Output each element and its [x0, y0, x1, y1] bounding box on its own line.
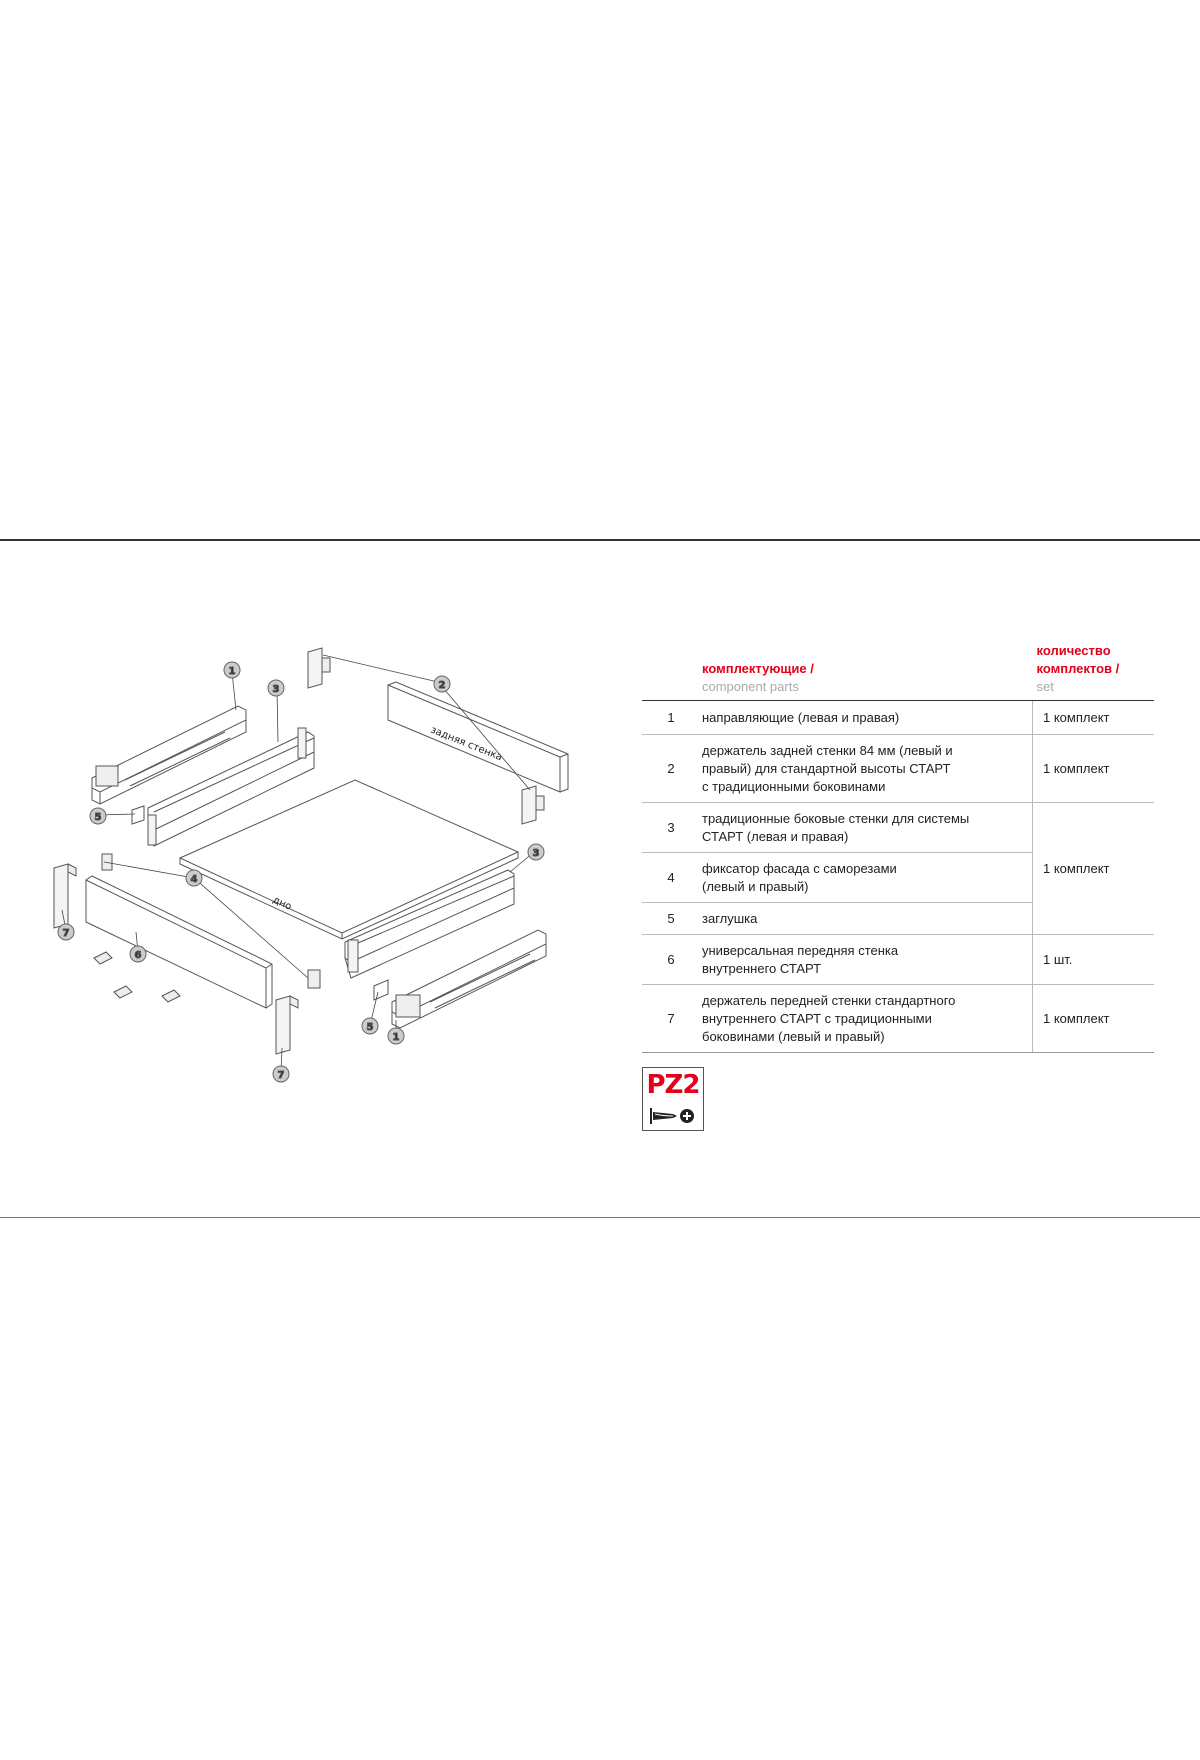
- svg-text:6: 6: [134, 950, 142, 961]
- callout-4: [186, 870, 202, 886]
- row-desc-line: (левый и правый): [702, 878, 809, 894]
- row-qty: 1 комплект: [1033, 985, 1155, 1053]
- row-desc-line: с традиционными боковинами: [702, 778, 886, 794]
- svg-text:2: 2: [438, 680, 446, 691]
- callout-1-bottom: [388, 1028, 404, 1044]
- row-desc-line: правый) для стандартной высоты СТАРТ: [702, 760, 951, 776]
- row-desc-line: боковинами (левый и правый): [702, 1028, 885, 1044]
- row-qty: 1 комплект: [1033, 701, 1155, 735]
- bottom-panel: [180, 780, 518, 939]
- screwdriver-phillips-icon: [643, 1104, 703, 1128]
- svg-text:3: 3: [272, 684, 280, 695]
- callout-1-top: [224, 662, 240, 678]
- callout-5-right: [362, 1018, 378, 1034]
- svg-text:5: 5: [94, 812, 102, 823]
- header-qty-ru-1: количество: [1036, 643, 1111, 658]
- top-rule: [0, 539, 1200, 541]
- table-row: [642, 985, 1154, 1053]
- header-parts-ru: комплектующие /: [702, 661, 814, 676]
- row-num: 4: [642, 853, 700, 903]
- row-qty-merged: 1 комплект: [1033, 803, 1155, 935]
- callout-7-right: [273, 1066, 289, 1082]
- row-desc-line: держатель задней стенки 84 мм (левый и: [702, 742, 953, 758]
- table-row: [642, 701, 1154, 735]
- row-desc-line: заглушка: [702, 910, 758, 926]
- row-num: 5: [642, 903, 700, 935]
- svg-text:5: 5: [366, 1022, 374, 1033]
- row-qty: 1 комплект: [1033, 735, 1155, 803]
- callout-2: [434, 676, 450, 692]
- svg-text:1: 1: [392, 1032, 400, 1043]
- drawer-assembly-diagram: [40, 640, 630, 1090]
- bottom-label: дно: [270, 894, 294, 913]
- row-desc-line: фиксатор фасада с саморезами: [702, 860, 897, 876]
- svg-text:7: 7: [62, 928, 70, 939]
- callout-3-left: [268, 680, 284, 696]
- header-parts-en: component parts: [702, 679, 799, 694]
- row-desc-line: универсальная передняя стенка: [702, 942, 899, 958]
- row-num: 6: [642, 935, 700, 985]
- header-qty-en: set: [1036, 679, 1054, 694]
- row-desc-line: держатель передней стенки стандартного: [702, 992, 956, 1008]
- row-desc-line: традиционные боковые стенки для системы: [702, 810, 970, 826]
- svg-text:4: 4: [190, 874, 198, 885]
- callout-7-left: [58, 924, 74, 940]
- pz2-badge: [642, 1067, 704, 1131]
- row-qty: 1 шт.: [1033, 935, 1155, 985]
- table-row: [642, 803, 1154, 853]
- back-wall-label: задняя стенка: [428, 724, 504, 764]
- svg-text:3: 3: [532, 848, 540, 859]
- callout-3-right: [528, 844, 544, 860]
- row-num: 3: [642, 803, 700, 853]
- bottom-rule: [0, 1217, 1200, 1218]
- components-table: [642, 634, 1154, 1053]
- callout-6: [130, 946, 146, 962]
- svg-text:1: 1: [228, 666, 236, 677]
- header-qty-ru-2: комплектов /: [1036, 661, 1120, 676]
- row-num: 7: [642, 985, 700, 1053]
- svg-text:7: 7: [277, 1070, 285, 1081]
- row-desc-line: направляющие (левая и правая): [702, 709, 900, 725]
- row-num: 1: [642, 701, 700, 735]
- row-desc-line: внутреннего СТАРТ с традиционными: [702, 1010, 932, 1026]
- row-desc-line: СТАРТ (левая и правая): [702, 828, 849, 844]
- front-wall: [86, 876, 272, 1008]
- row-desc-line: внутреннего СТАРТ: [702, 960, 822, 976]
- table-row: [642, 735, 1154, 803]
- table-header: [642, 634, 1154, 701]
- runner-right: [392, 930, 546, 1028]
- row-num: 2: [642, 735, 700, 803]
- pz2-text: PZ2: [646, 1070, 700, 1100]
- back-wall: [388, 682, 568, 792]
- callout-5-left: [90, 808, 106, 824]
- table-row: [642, 935, 1154, 985]
